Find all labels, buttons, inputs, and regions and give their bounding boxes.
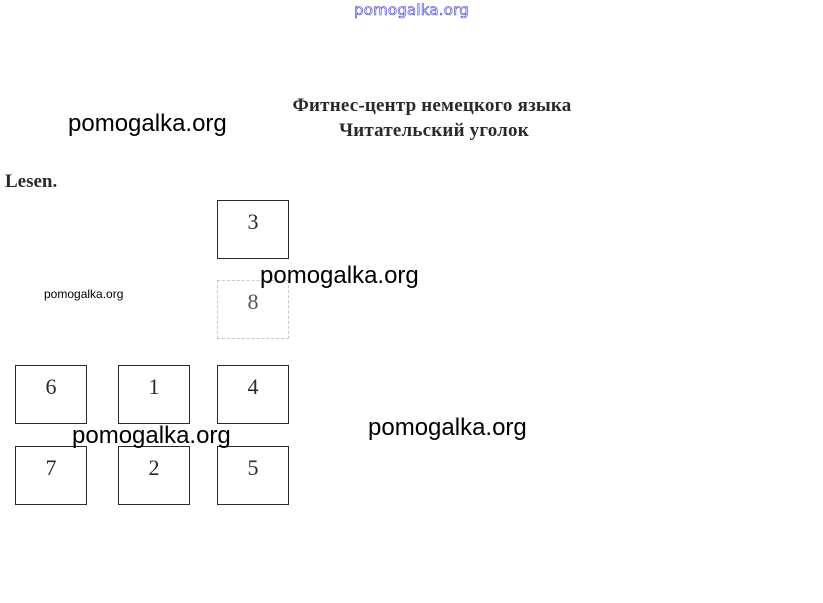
number-box-7: 7 xyxy=(15,446,87,505)
number-box-8: 8 xyxy=(217,280,289,339)
lesen-label: Lesen. xyxy=(5,171,58,192)
watermark-text: pomogalka.org xyxy=(260,262,419,289)
number-box-3: 3 xyxy=(217,200,289,259)
watermark-text: pomogalka.org xyxy=(72,422,231,449)
number-box-1: 1 xyxy=(118,365,190,424)
page-title-line-2: Читательский уголок xyxy=(339,120,529,141)
watermark-text: pomogalka.org xyxy=(68,110,227,137)
number-box-2: 2 xyxy=(118,446,190,505)
number-box-4: 4 xyxy=(217,365,289,424)
number-box-6: 6 xyxy=(15,365,87,424)
number-box-5: 5 xyxy=(217,446,289,505)
watermark-text: pomogalka.org xyxy=(368,414,527,441)
page-title-line-1: Фитнес-центр немецкого языка xyxy=(292,95,572,116)
watermark-top: pomogalka.org xyxy=(354,1,469,19)
watermark-text: pomogalka.org xyxy=(44,287,124,301)
